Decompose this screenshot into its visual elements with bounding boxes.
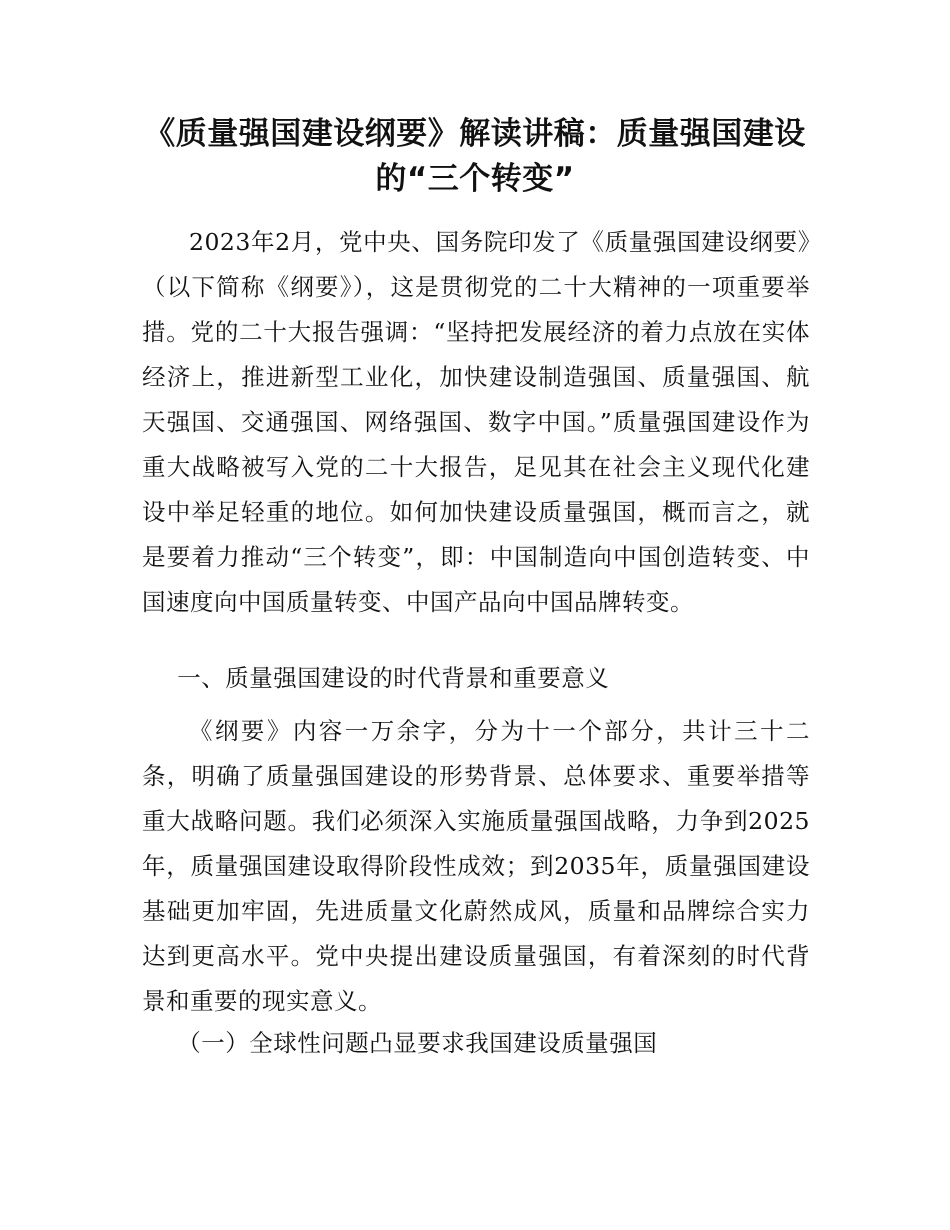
subsection-heading-1: （一）全球性问题凸显要求我国建设质量强国 bbox=[177, 1029, 658, 1057]
intro-paragraph: 2023年2月，党中央、国务院印发了《质量强国建设纲要》（以下简称《纲要》），这是贯彻党的二十大精神的一项重要举措。党的二十大报告强调：“坚持把发展经济的着力点放在实体经济上，推进新型工业化，加快建设制造强国、质量强国、航天强国、交通强国、网络强国、数字中国。”质量强国建设作为重大战略被写入党的二十大报告，足见其在社会主义现代化建设中举足轻重的地位。如何加快建设质量强国，概而言之，就是要着力推动“三个转变”，即：中国制造向中国创造转变、中国速度向中国质量转变、中国产品向中国品牌转变。 bbox=[142, 228, 810, 616]
section-heading-1: 一、质量强国建设的时代背景和重要意义 bbox=[177, 664, 610, 692]
body-paragraph: 《纲要》内容一万余字，分为十一个部分，共计三十二条，明确了质量强国建设的形势背景、总体要求、重要举措等重大战略问题。我们必须深入实施质量强国战略，力争到2025年，质量强国建设取得阶段性成效；到2035年，质量强国建设基础更加牢固，先进质量文化蔚然成风，质量和品牌综合实力达到更高水平。党中央提出建设质量强国，有着深刻的时代背景和重要的现实意义。 bbox=[142, 717, 810, 1015]
document-title: 《质量强国建设纲要》解读讲稿：质量强国建设的“三个转变” bbox=[144, 116, 806, 197]
